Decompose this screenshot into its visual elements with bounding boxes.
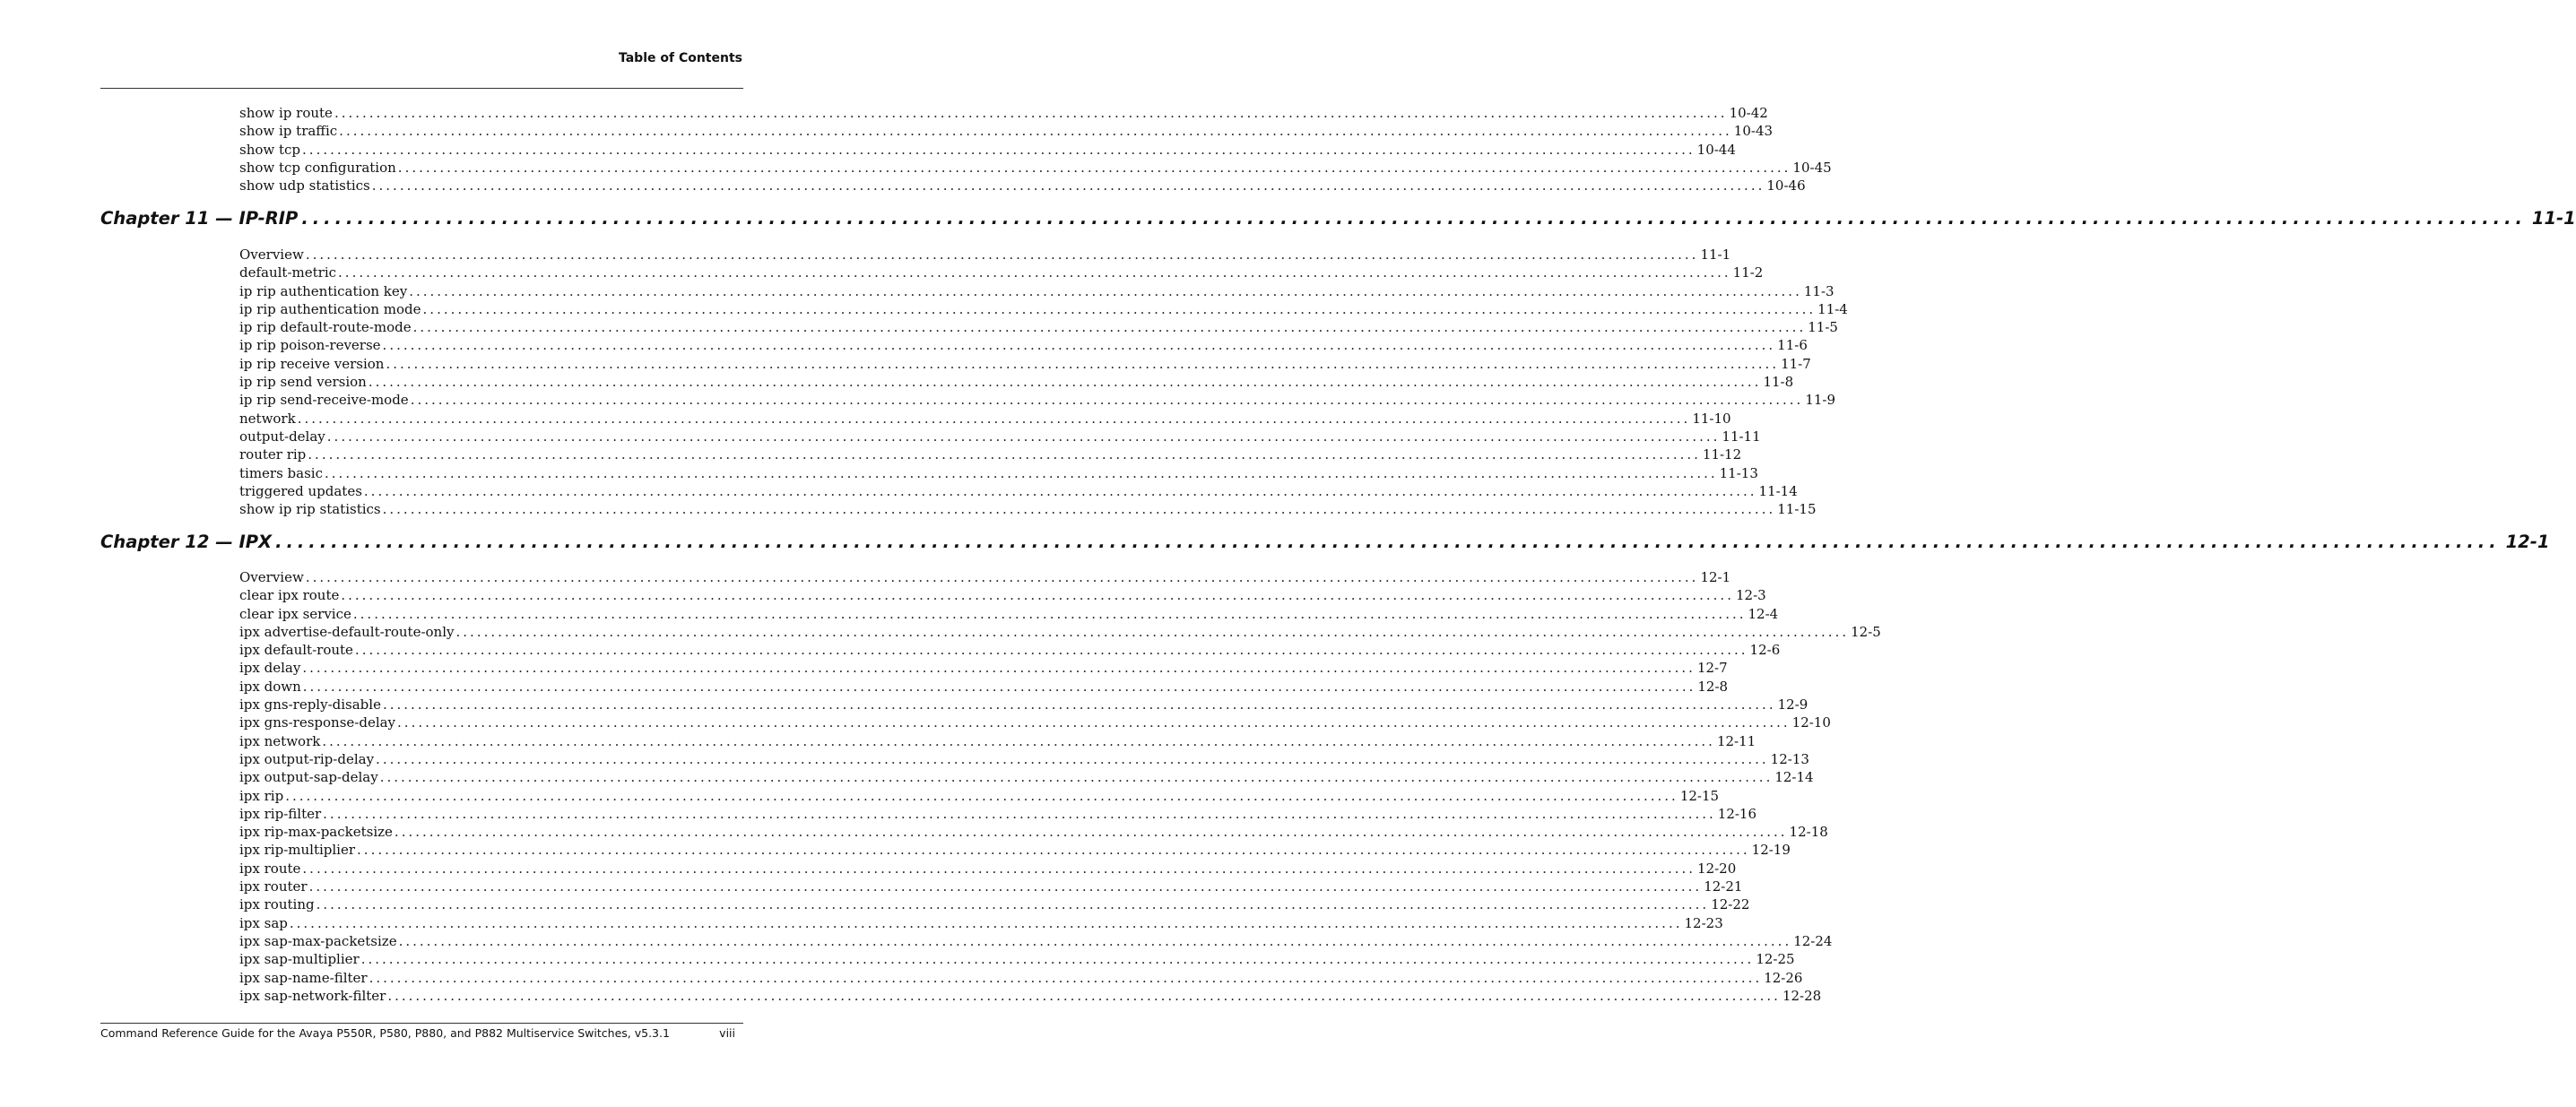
dot-leader: ........................................................................................................................................................................................................ [285,787,1678,804]
chapter-12-heading[interactable]: Chapter 12 — IPX ........................................................................................................................................................................................................ 12-1 [100,530,739,555]
toc-entry[interactable]: Overview ........................................................................................................................................................................................................ 12-1 [239,569,1731,585]
dot-leader: ........................................................................................................................................................................................................ [338,264,1731,281]
toc-entry[interactable]: ipx sap-name-filter ........................................................................................................................................................................................................ 12-26 [239,969,1803,986]
toc-entry[interactable]: show ip route ........................................................................................................................................................................................................ 10-42 [239,105,1768,121]
toc-entry[interactable]: ip rip poison-reverse ........................................................................................................................................................................................................ 11-6 [239,337,1808,354]
toc-entry[interactable]: ipx output-sap-delay ........................................................................................................................................................................................................ 12-14 [239,769,1814,786]
toc-entry[interactable]: timers basic ........................................................................................................................................................................................................ 11-13 [239,464,1758,481]
dot-leader: ........................................................................................................................................................................................................ [376,750,1769,767]
toc-entry[interactable]: show ip traffic ........................................................................................................................................................................................................ 10-43 [239,123,1774,140]
dot-leader: ........................................................................................................................................................................................................ [382,501,1776,518]
toc-entry[interactable]: ip rip send-receive-mode ........................................................................................................................................................................................................ 11-9 [239,392,1836,409]
dot-leader: ........................................................................................................................................................................................................ [455,623,1850,640]
toc-entry[interactable]: ipx rip ........................................................................................................................................................................................................ 12-15 [239,787,1720,804]
toc-entry[interactable]: ipx gns-response-delay ........................................................................................................................................................................................................ 12-10 [239,714,1831,731]
dot-leader: ........................................................................................................................................................................................................ [379,769,1774,786]
dot-leader: ........................................................................................................................................................................................................ [352,605,1747,622]
dot-leader: ........................................................................................................................................................................................................ [339,123,1732,140]
toc-entry[interactable]: ipx sap-max-packetsize ........................................................................................................................................................................................................ 12-24 [239,932,1833,949]
toc-entry[interactable]: ipx default-route ........................................................................................................................................................................................................ 12-6 [239,642,1781,659]
dot-leader: ........................................................................................................................................................................................................ [412,319,1807,336]
toc-entry[interactable]: ipx sap-multiplier ........................................................................................................................................................................................................ 12-25 [239,951,1795,968]
dot-leader: ........................................................................................................................................................................................................ [302,678,1696,695]
toc-entry[interactable]: ipx routing ........................................................................................................................................................................................................ 12-22 [239,896,1750,913]
header-rule [100,88,743,89]
toc-entry[interactable]: clear ipx service ........................................................................................................................................................................................................ 12-4 [239,605,1779,622]
dot-leader: ........................................................................................................................................................................................................ [297,410,1691,427]
toc-entry[interactable]: ipx down ........................................................................................................................................................................................................ 12-8 [239,678,1729,695]
dot-leader: ........................................................................................................................................................................................................ [368,374,1762,391]
toc-entry[interactable]: ipx rip-multiplier ........................................................................................................................................................................................................ 12-19 [239,842,1791,859]
toc-entry[interactable]: clear ipx route ........................................................................................................................................................................................................ 12-3 [239,587,1766,604]
dot-leader: ........................................................................................................................................................................................................ [363,482,1757,499]
dot-leader: ........................................................................................................................................................................................................ [382,337,1776,354]
dot-leader: ........................................................................................................................................................................................................ [325,464,1718,481]
page-number: viii [719,1026,735,1040]
dot-leader: ........................................................................................................................................................................................................ [323,805,1716,822]
toc-entry[interactable]: ip rip authentication key ........................................................................................................................................................................................................ 11-3 [239,282,1834,299]
toc-entry[interactable]: default-metric ........................................................................................................................................................................................................ 11-2 [239,264,1764,281]
toc-entry[interactable]: network ........................................................................................................................................................................................................ 11-10 [239,410,1731,427]
dot-leader: ........................................................................................................................................................................................................ [302,660,1696,677]
dot-leader: ........................................................................................................................................................................................................ [360,951,1755,968]
dot-leader: ........................................................................................................................................................................................................ [308,878,1703,895]
dot-leader: ........................................................................................................................................................................................................ [326,428,1721,445]
dot-leader: ........................................................................................................................................................................................................ [371,177,1765,195]
toc-entry[interactable]: ipx rip-filter ........................................................................................................................................................................................................ 12-16 [239,805,1757,822]
toc-entry[interactable]: ip rip default-route-mode ........................................................................................................................................................................................................ 11-5 [239,319,1838,336]
dot-leader: ........................................................................................................................................................................................................ [301,208,2527,229]
toc-entry[interactable]: ipx advertise-default-route-only ........................................................................................................................................................................................................ 12-5 [239,623,1881,640]
dot-leader: ........................................................................................................................................................................................................ [357,842,1750,859]
toc-entry[interactable]: show ip rip statistics ........................................................................................................................................................................................................ 11-15 [239,501,1817,518]
toc-entry[interactable]: show tcp ........................................................................................................................................................................................................ 10-44 [239,141,1736,158]
toc-entry[interactable]: ipx route ........................................................................................................................................................................................................ 12-20 [239,860,1737,877]
dot-leader: ........................................................................................................................................................................................................ [334,105,1728,121]
dot-leader: ........................................................................................................................................................................................................ [275,532,2501,552]
chapter-11-heading[interactable]: Chapter 11 — IP-RIP ........................................................................................................................................................................................................ 11-1 [100,206,739,231]
toc-entry[interactable]: ipx network ........................................................................................................................................................................................................ 12-11 [239,732,1756,749]
toc-entry[interactable]: ipx router ........................................................................................................................................................................................................ 12-21 [239,878,1743,895]
dot-leader: ........................................................................................................................................................................................................ [354,642,1748,659]
dot-leader: ........................................................................................................................................................................................................ [305,569,1699,585]
toc-entry[interactable]: triggered updates ........................................................................................................................................................................................................ 11-14 [239,482,1798,499]
toc-block-chapter-10-continued [239,104,1832,195]
dot-leader: ........................................................................................................................................................................................................ [398,932,1792,949]
footer-rule [100,1023,743,1024]
footer-text: Command Reference Guide for the Avaya P550R, P580, P880, and P882 Multiservice Switches, v5.3.1 [100,1026,670,1040]
toc-entry[interactable]: ip rip receive version ........................................................................................................................................................................................................ 11-7 [239,355,1811,372]
dot-leader: ........................................................................................................................................................................................................ [397,159,1791,176]
dot-leader: ........................................................................................................................................................................................................ [394,824,1788,841]
toc-entry[interactable]: ipx output-rip-delay ........................................................................................................................................................................................................ 12-13 [239,750,1809,767]
toc-block-chapter-11 [239,246,1848,518]
toc-entry[interactable]: router rip ........................................................................................................................................................................................................ 11-12 [239,446,1742,463]
dot-leader: ........................................................................................................................................................................................................ [422,300,1817,317]
dot-leader: ........................................................................................................................................................................................................ [322,732,1715,749]
dot-leader: ........................................................................................................................................................................................................ [382,696,1776,713]
dot-leader: ........................................................................................................................................................................................................ [316,896,1710,913]
dot-leader: ........................................................................................................................................................................................................ [397,714,1791,731]
toc-entry[interactable]: ipx sap-network-filter ........................................................................................................................................................................................................ 12-28 [239,987,1822,1004]
toc-entry[interactable]: ip rip authentication mode ........................................................................................................................................................................................................ 11-4 [239,300,1848,317]
dot-leader: ........................................................................................................................................................................................................ [410,392,1804,409]
toc-entry[interactable]: output-delay ........................................................................................................................................................................................................ 11-11 [239,428,1761,445]
toc-entry[interactable]: Overview ........................................................................................................................................................................................................ 11-1 [239,246,1731,263]
toc-entry[interactable]: show tcp configuration ........................................................................................................................................................................................................ 10-45 [239,159,1832,176]
dot-leader: ........................................................................................................................................................................................................ [341,587,1734,604]
toc-entry[interactable]: ipx gns-reply-disable ........................................................................................................................................................................................................ 12-9 [239,696,1808,713]
dot-leader: ........................................................................................................................................................................................................ [289,914,1683,931]
header-title: Table of Contents [618,51,742,65]
dot-leader: ........................................................................................................................................................................................................ [305,246,1699,263]
toc-entry[interactable]: ip rip send version ........................................................................................................................................................................................................ 11-8 [239,374,1794,391]
dot-leader: ........................................................................................................................................................................................................ [369,969,1763,986]
toc-entry[interactable]: ipx sap ........................................................................................................................................................................................................ 12-23 [239,914,1723,931]
toc-block-chapter-12 [239,568,1881,1005]
dot-leader: ........................................................................................................................................................................................................ [386,355,1780,372]
dot-leader: ........................................................................................................................................................................................................ [308,446,1701,463]
toc-entry[interactable]: ipx rip-max-packetsize ........................................................................................................................................................................................................ 12-18 [239,824,1828,841]
dot-leader: ........................................................................................................................................................................................................ [387,987,1781,1004]
toc-entry[interactable]: show udp statistics ........................................................................................................................................................................................................ 10-46 [239,177,1806,195]
dot-leader: ........................................................................................................................................................................................................ [409,282,1802,299]
dot-leader: ........................................................................................................................................................................................................ [302,860,1696,877]
dot-leader: ........................................................................................................................................................................................................ [302,141,1696,158]
toc-entry[interactable]: ipx delay ........................................................................................................................................................................................................ 12-7 [239,660,1728,677]
